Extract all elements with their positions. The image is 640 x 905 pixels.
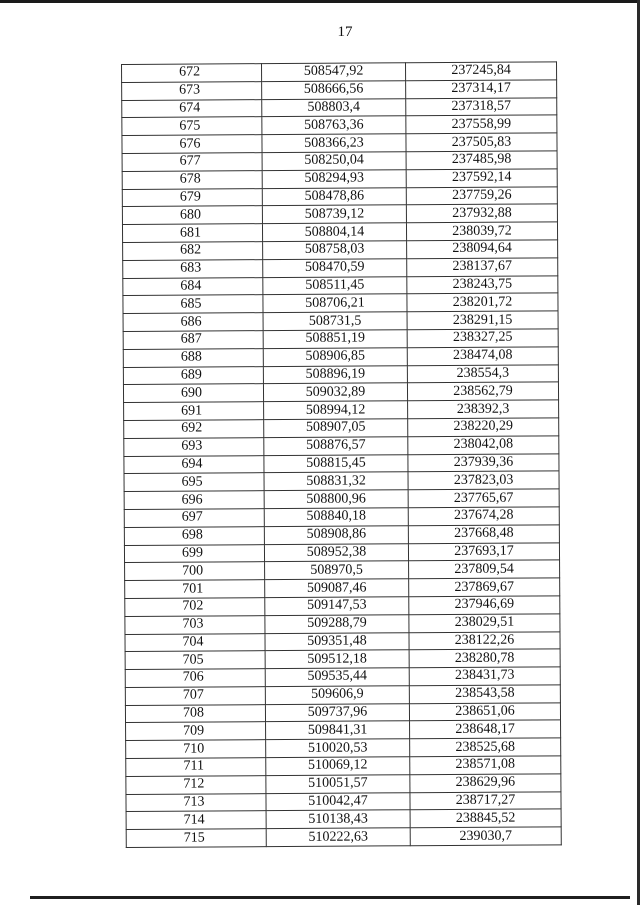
x-coordinate-cell: 508547,92 <box>262 63 406 82</box>
x-coordinate-cell: 509147,53 <box>265 597 409 616</box>
y-coordinate-cell: 238571,08 <box>410 756 561 775</box>
point-number-cell: 677 <box>122 153 262 172</box>
x-coordinate-cell: 508804,14 <box>262 223 406 242</box>
y-coordinate-cell: 237318,57 <box>406 97 557 116</box>
point-number-cell: 675 <box>122 117 262 136</box>
x-coordinate-cell: 509535,44 <box>265 668 409 687</box>
point-number-cell: 682 <box>123 242 263 261</box>
point-number-cell: 691 <box>124 402 264 421</box>
y-coordinate-cell: 237809,54 <box>409 560 560 579</box>
x-coordinate-cell: 508294,93 <box>262 170 406 189</box>
x-coordinate-cell: 508803,4 <box>262 98 406 117</box>
x-coordinate-cell: 509841,31 <box>266 721 410 740</box>
point-number-cell: 708 <box>125 704 265 723</box>
x-coordinate-cell: 508815,45 <box>264 454 408 473</box>
x-coordinate-cell: 509512,18 <box>265 650 409 669</box>
point-number-cell: 706 <box>125 669 265 688</box>
y-coordinate-cell: 238122,26 <box>409 631 560 650</box>
y-coordinate-cell: 237765,67 <box>408 489 559 508</box>
point-number-cell: 679 <box>122 188 262 207</box>
y-coordinate-cell: 239030,7 <box>410 827 561 846</box>
point-number-cell: 692 <box>124 420 264 439</box>
y-coordinate-cell: 237674,28 <box>408 507 559 526</box>
scan-border-bottom <box>30 896 630 899</box>
x-coordinate-cell: 509737,96 <box>265 703 409 722</box>
y-coordinate-cell: 237558,99 <box>406 115 557 134</box>
y-coordinate-cell: 237823,03 <box>408 471 559 490</box>
coordinates-table-wrapper <box>121 61 562 848</box>
x-coordinate-cell: 509087,46 <box>265 579 409 598</box>
x-coordinate-cell: 510051,57 <box>266 775 410 794</box>
point-number-cell: 703 <box>125 615 265 634</box>
table-row <box>126 827 561 847</box>
y-coordinate-cell: 238562,79 <box>407 382 558 401</box>
y-coordinate-cell: 238094,64 <box>407 240 558 259</box>
y-coordinate-cell: 238042,08 <box>408 436 559 455</box>
scan-border-top <box>0 0 640 3</box>
coordinates-table <box>121 61 562 848</box>
point-number-cell: 683 <box>123 259 263 278</box>
x-coordinate-cell: 508250,04 <box>262 152 406 171</box>
point-number-cell: 674 <box>122 99 262 118</box>
point-number-cell: 688 <box>123 348 263 367</box>
x-coordinate-cell: 509032,89 <box>263 383 407 402</box>
y-coordinate-cell: 238651,06 <box>409 703 560 722</box>
x-coordinate-cell: 508666,56 <box>262 81 406 100</box>
y-coordinate-cell: 238201,72 <box>407 293 558 312</box>
x-coordinate-cell: 508800,96 <box>264 490 408 509</box>
x-coordinate-cell: 508478,86 <box>262 187 406 206</box>
point-number-cell: 698 <box>124 526 264 545</box>
x-coordinate-cell: 508952,38 <box>264 543 408 562</box>
point-number-cell: 709 <box>126 722 266 741</box>
x-coordinate-cell: 510069,12 <box>266 757 410 776</box>
x-coordinate-cell: 508470,59 <box>263 259 407 278</box>
point-number-cell: 673 <box>122 81 262 100</box>
y-coordinate-cell: 238039,72 <box>406 222 557 241</box>
point-number-cell: 715 <box>126 829 266 848</box>
point-number-cell: 690 <box>123 384 263 403</box>
y-coordinate-cell: 237592,14 <box>406 169 557 188</box>
y-coordinate-cell: 238629,96 <box>410 774 561 793</box>
point-number-cell: 704 <box>125 633 265 652</box>
x-coordinate-cell: 508706,21 <box>263 294 407 313</box>
point-number-cell: 705 <box>125 651 265 670</box>
point-number-cell: 696 <box>124 491 264 510</box>
x-coordinate-cell: 508908,86 <box>264 525 408 544</box>
y-coordinate-cell: 237245,84 <box>405 62 556 81</box>
y-coordinate-cell: 237932,88 <box>406 204 557 223</box>
y-coordinate-cell: 238291,15 <box>407 311 558 330</box>
point-number-cell: 699 <box>124 544 264 563</box>
x-coordinate-cell: 509351,48 <box>265 632 409 651</box>
y-coordinate-cell: 238525,68 <box>410 738 561 757</box>
x-coordinate-cell: 509606,9 <box>265 686 409 705</box>
x-coordinate-cell: 508739,12 <box>262 205 406 224</box>
x-coordinate-cell: 510138,43 <box>266 810 410 829</box>
y-coordinate-cell: 237693,17 <box>408 542 559 561</box>
x-coordinate-cell: 508366,23 <box>262 134 406 153</box>
y-coordinate-cell: 237485,98 <box>406 151 557 170</box>
coordinates-table-body <box>122 62 562 848</box>
point-number-cell: 676 <box>122 135 262 154</box>
page-number: 17 <box>337 24 353 40</box>
y-coordinate-cell: 238392,3 <box>408 400 559 419</box>
point-number-cell: 712 <box>126 776 266 795</box>
y-coordinate-cell: 238327,25 <box>407 329 558 348</box>
y-coordinate-cell: 238845,52 <box>410 809 561 828</box>
point-number-cell: 681 <box>122 224 262 243</box>
point-number-cell: 700 <box>125 562 265 581</box>
point-number-cell: 693 <box>124 437 264 456</box>
x-coordinate-cell: 508731,5 <box>263 312 407 331</box>
y-coordinate-cell: 238431,73 <box>409 667 560 686</box>
y-coordinate-cell: 238474,08 <box>407 347 558 366</box>
point-number-cell: 714 <box>126 811 266 830</box>
y-coordinate-cell: 238220,29 <box>408 418 559 437</box>
point-number-cell: 685 <box>123 295 263 314</box>
point-number-cell: 680 <box>122 206 262 225</box>
y-coordinate-cell: 238243,75 <box>407 275 558 294</box>
x-coordinate-cell: 508876,57 <box>264 436 408 455</box>
x-coordinate-cell: 508511,45 <box>263 276 407 295</box>
x-coordinate-cell: 508896,19 <box>263 365 407 384</box>
x-coordinate-cell: 510222,63 <box>266 828 410 847</box>
x-coordinate-cell: 510042,47 <box>266 792 410 811</box>
x-coordinate-cell: 508970,5 <box>265 561 409 580</box>
y-coordinate-cell: 237314,17 <box>406 80 557 99</box>
point-number-cell: 713 <box>126 793 266 812</box>
x-coordinate-cell: 508851,19 <box>263 330 407 349</box>
x-coordinate-cell: 508763,36 <box>262 116 406 135</box>
x-coordinate-cell: 508758,03 <box>263 241 407 260</box>
x-coordinate-cell: 509288,79 <box>265 614 409 633</box>
point-number-cell: 695 <box>124 473 264 492</box>
y-coordinate-cell: 237668,48 <box>408 525 559 544</box>
x-coordinate-cell: 510020,53 <box>266 739 410 758</box>
point-number-cell: 689 <box>123 366 263 385</box>
point-number-cell: 694 <box>124 455 264 474</box>
y-coordinate-cell: 238554,3 <box>407 364 558 383</box>
point-number-cell: 702 <box>125 598 265 617</box>
y-coordinate-cell: 238029,51 <box>409 614 560 633</box>
y-coordinate-cell: 237869,67 <box>409 578 560 597</box>
y-coordinate-cell: 238280,78 <box>409 649 560 668</box>
y-coordinate-cell: 237759,26 <box>406 186 557 205</box>
y-coordinate-cell: 237505,83 <box>406 133 557 152</box>
y-coordinate-cell: 238543,58 <box>409 685 560 704</box>
point-number-cell: 697 <box>124 509 264 528</box>
y-coordinate-cell: 238648,17 <box>410 720 561 739</box>
point-number-cell: 707 <box>125 687 265 706</box>
point-number-cell: 687 <box>123 331 263 350</box>
point-number-cell: 684 <box>123 277 263 296</box>
point-number-cell: 711 <box>126 758 266 777</box>
x-coordinate-cell: 508907,05 <box>264 419 408 438</box>
y-coordinate-cell: 237939,36 <box>408 453 559 472</box>
x-coordinate-cell: 508831,32 <box>264 472 408 491</box>
point-number-cell: 701 <box>125 580 265 599</box>
point-number-cell: 672 <box>122 64 262 83</box>
y-coordinate-cell: 238717,27 <box>410 791 561 810</box>
point-number-cell: 686 <box>123 313 263 332</box>
point-number-cell: 678 <box>122 170 262 189</box>
x-coordinate-cell: 508906,85 <box>263 348 407 367</box>
x-coordinate-cell: 508840,18 <box>264 508 408 527</box>
y-coordinate-cell: 237946,69 <box>409 596 560 615</box>
x-coordinate-cell: 508994,12 <box>264 401 408 420</box>
point-number-cell: 710 <box>126 740 266 759</box>
y-coordinate-cell: 238137,67 <box>407 258 558 277</box>
